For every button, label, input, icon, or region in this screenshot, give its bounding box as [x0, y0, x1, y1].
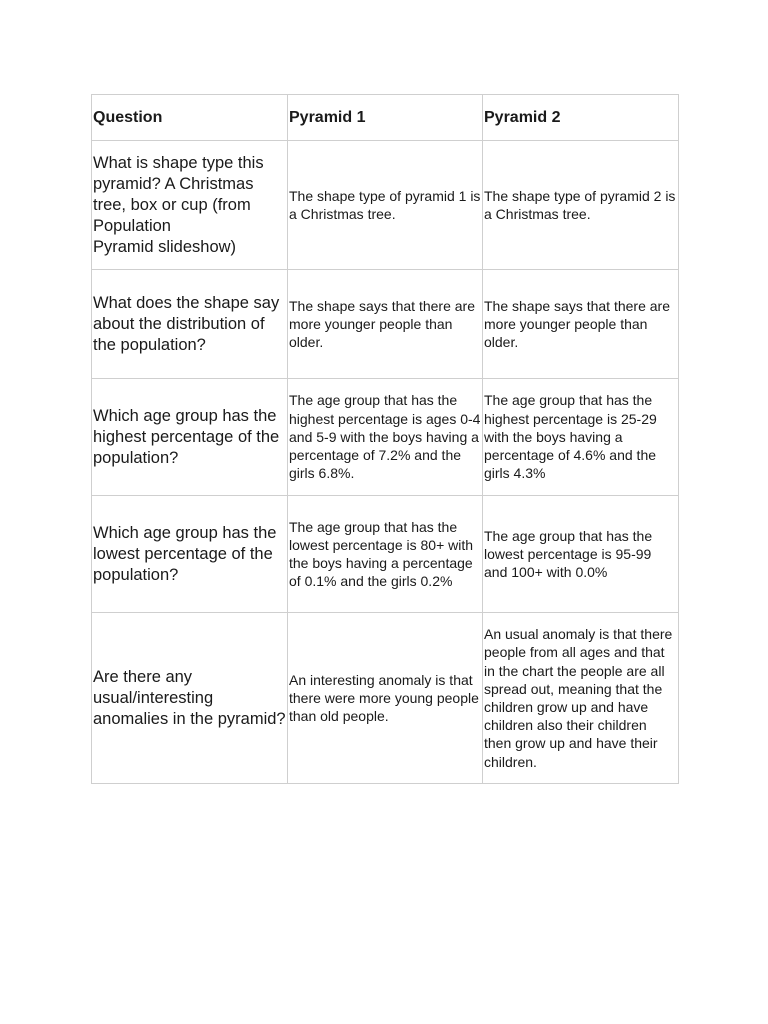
pyramid-2-answer: The age group that has the lowest percentage is 95-99 and 100+ with 0.0% [483, 496, 679, 613]
table-header-row [92, 95, 679, 141]
document-page [91, 94, 678, 784]
pyramid-2-answer: The shape says that there are more younger people than older. [483, 270, 679, 379]
pyramid-1-answer: The age group that has the lowest percentage is 80+ with the boys having a percentage of 0.1% and the girls 0.2% [288, 496, 483, 613]
table-row [92, 496, 679, 613]
question-cell: Which age group has the lowest percentage of the population? [92, 496, 288, 613]
question-cell: What is shape type this pyramid? A Christmas tree, box or cup (from Population Pyramid slideshow) [92, 141, 288, 270]
pyramid-1-answer: The shape type of pyramid 1 is a Christmas tree. [288, 141, 483, 270]
table-row [92, 379, 679, 496]
table-row [92, 141, 679, 270]
pyramid-1-answer: An interesting anomaly is that there were more young people than old people. [288, 613, 483, 784]
header-pyramid-2: Pyramid 2 [483, 95, 679, 141]
pyramid-2-answer: The shape type of pyramid 2 is a Christmas tree. [483, 141, 679, 270]
pyramid-2-answer: An usual anomaly is that there people from all ages and that in the chart the people are all spread out, meaning that the children grow up and have children also their children then grow up and have their children. [483, 613, 679, 784]
question-cell: Are there any usual/interesting anomalies in the pyramid? [92, 613, 288, 784]
pyramid-comparison-table [91, 94, 679, 784]
question-cell: Which age group has the highest percentage of the population? [92, 379, 288, 496]
table-row [92, 613, 679, 784]
pyramid-1-answer: The age group that has the highest percentage is ages 0-4 and 5-9 with the boys having a percentage of 7.2% and the girls 6.8%. [288, 379, 483, 496]
question-cell: What does the shape say about the distribution of the population? [92, 270, 288, 379]
header-question: Question [92, 95, 288, 141]
header-pyramid-1: Pyramid 1 [288, 95, 483, 141]
pyramid-2-answer: The age group that has the highest percentage is 25-29 with the boys having a percentage of 4.6% and the girls 4.3% [483, 379, 679, 496]
table-row [92, 270, 679, 379]
pyramid-1-answer: The shape says that there are more younger people than older. [288, 270, 483, 379]
